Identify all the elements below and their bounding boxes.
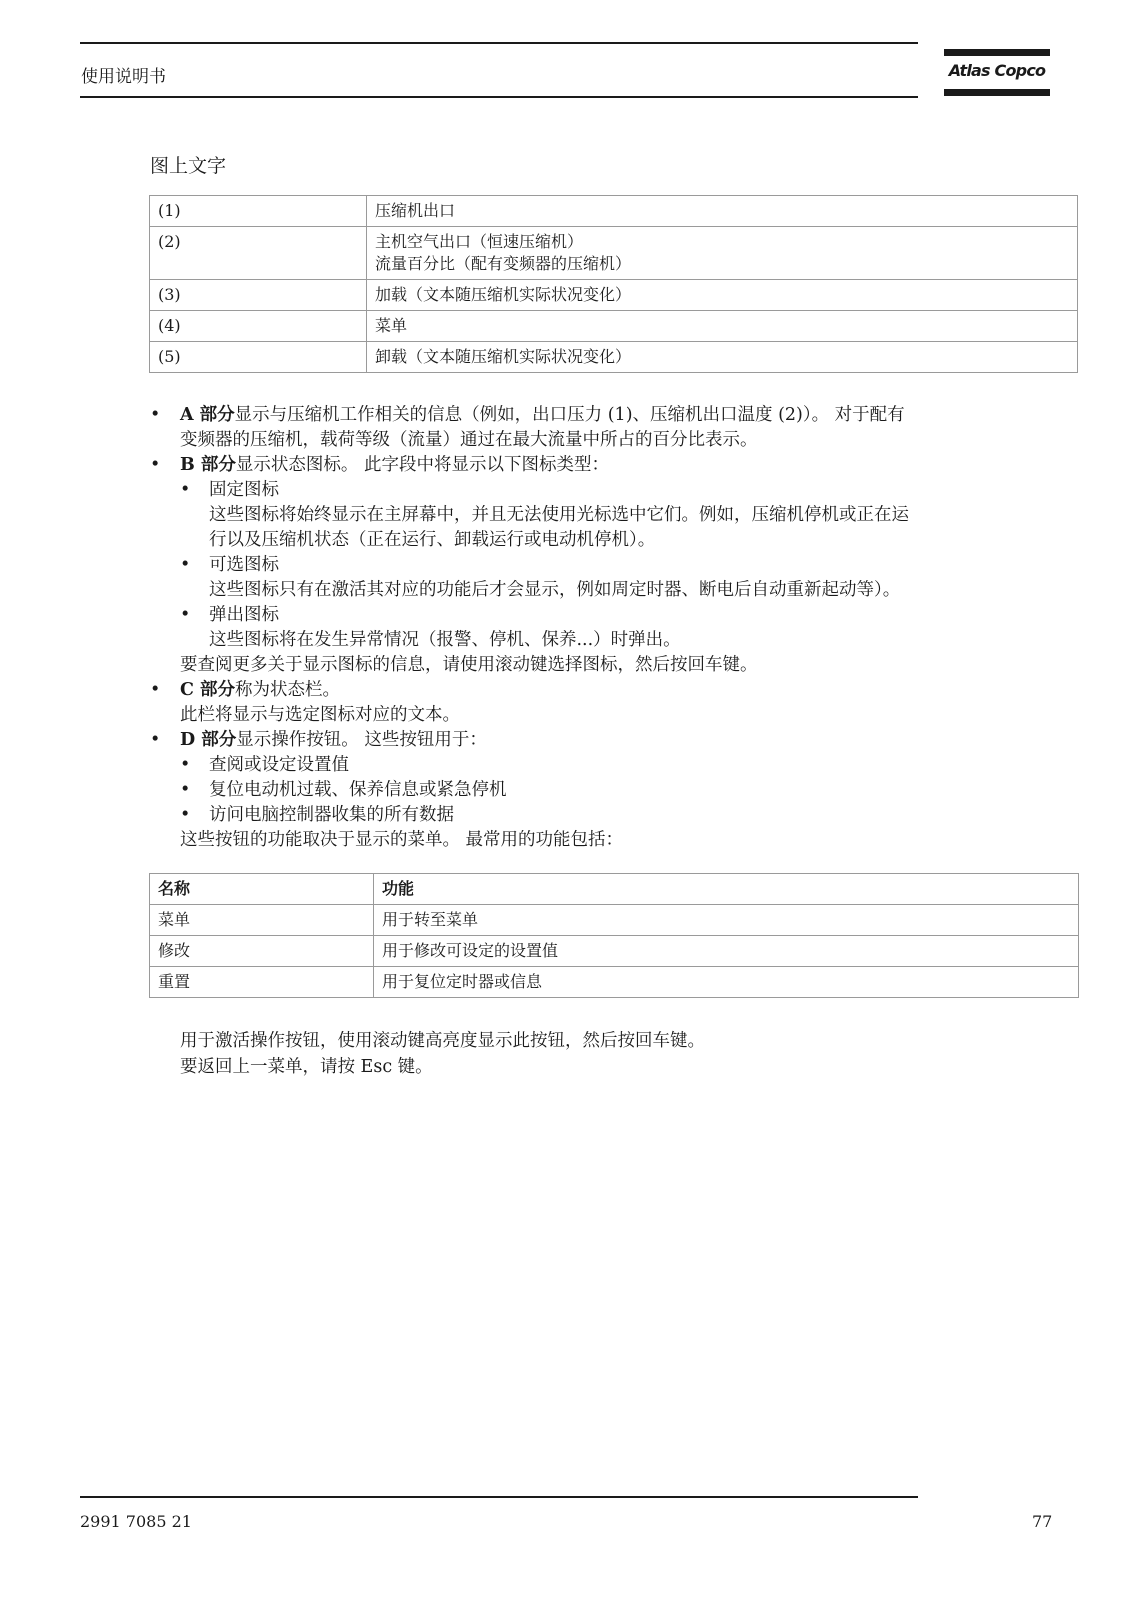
- table-row: [150, 967, 1079, 998]
- section-d-item-text: 查阅或设定设置值: [209, 755, 349, 775]
- atlas-copco-logo: [944, 49, 1050, 99]
- legend-row: [150, 196, 1078, 227]
- section-d-line: [150, 728, 1080, 753]
- legend-key: (1): [150, 196, 367, 227]
- section-a-text: 显示与压缩机工作相关的信息（例如，出口压力 (1)、压缩机出口温度 (2)）。 对于配有: [234, 405, 905, 425]
- function-desc: 用于转至菜单: [374, 905, 1079, 936]
- legend-key: (4): [150, 311, 367, 342]
- legend-key: (2): [150, 227, 367, 280]
- header-top-rule: [80, 42, 918, 44]
- bullet: •: [150, 455, 161, 475]
- logo-top-bar: [944, 49, 1050, 56]
- closing-line-1: 用于激活操作按钮，使用滚动键高亮度显示此按钮，然后按回车键。: [180, 1031, 705, 1051]
- function-desc: 用于修改可设定的设置值: [374, 936, 1079, 967]
- legend-table: [149, 195, 1078, 373]
- legend-desc-line: 流量百分比（配有变频器的压缩机）: [375, 254, 632, 273]
- fixed-icons-text-2: 行以及压缩机状态（正在运行、卸载运行或电动机停机）。: [209, 530, 656, 550]
- popup-icons-title: [150, 603, 1080, 628]
- legend-desc: 卸载（文本随压缩机实际状况变化）: [367, 342, 1078, 373]
- fixed-icons-title: [150, 478, 1080, 503]
- page-number: 77: [1032, 1512, 1053, 1531]
- section-b-line: [150, 453, 1080, 478]
- bullet: •: [180, 480, 191, 500]
- legend-desc-line: 主机空气出口（恒速压缩机）: [375, 232, 584, 251]
- function-desc: 用于复位定时器或信息: [374, 967, 1079, 998]
- section-a-label: A 部分: [180, 405, 235, 425]
- section-c-label: C 部分: [180, 680, 236, 700]
- section-d-item: [150, 753, 1080, 778]
- logo-bottom-bar: [944, 89, 1050, 96]
- legend-desc: 加载（文本随压缩机实际状况变化）: [367, 280, 1078, 311]
- optional-icons-title: [150, 553, 1080, 578]
- legend-row: [150, 227, 1078, 280]
- legend-desc: 菜单: [367, 311, 1078, 342]
- section-a-line: [150, 403, 1080, 428]
- section-d-item-text: 访问电脑控制器收集的所有数据: [209, 805, 454, 825]
- logo-text: Atlas Copco: [948, 61, 1046, 80]
- legend-key: (3): [150, 280, 367, 311]
- header-title: 使用说明书: [81, 67, 166, 87]
- section-d-text: 显示操作按钮。 这些按钮用于：: [236, 730, 487, 750]
- legend-row: [150, 311, 1078, 342]
- optional-icons-text: 这些图标只有在激活其对应的功能后才会显示，例如周定时器、断电后自动重新起动等）。: [209, 580, 901, 600]
- section-d-item: [150, 778, 1080, 803]
- legend-key: (5): [150, 342, 367, 373]
- section-b-text: 显示状态图标。 此字段中将显示以下图标类型：: [235, 455, 609, 475]
- section-d-label: D 部分: [180, 730, 237, 750]
- header-bottom-rule: [80, 96, 918, 98]
- column-header-function: 功能: [374, 874, 1079, 905]
- optional-icons-label: 可选图标: [209, 555, 279, 575]
- function-table: [149, 873, 1079, 998]
- function-name: 修改: [150, 936, 374, 967]
- section-heading: 图上文字: [150, 155, 227, 177]
- legend-row: [150, 280, 1078, 311]
- bullet: •: [150, 405, 161, 425]
- section-c-text: 称为状态栏。: [235, 680, 341, 700]
- section-d-item-text: 复位电动机过载、保养信息或紧急停机: [209, 780, 507, 800]
- popup-icons-label: 弹出图标: [209, 605, 279, 625]
- bullet: •: [180, 805, 191, 825]
- fixed-icons-label: 固定图标: [209, 480, 279, 500]
- bullet: •: [180, 780, 191, 800]
- column-header-name: 名称: [150, 874, 374, 905]
- section-a-line-2: 变频器的压缩机，载荷等级（流量）通过在最大流量中所占的百分比表示。: [180, 430, 758, 450]
- function-table-header: [150, 874, 1079, 905]
- section-b-more: 要查阅更多关于显示图标的信息，请使用滚动键选择图标，然后按回车键。: [180, 655, 758, 675]
- function-name: 重置: [150, 967, 374, 998]
- legend-desc: 压缩机出口: [367, 196, 1078, 227]
- section-c-more: 此栏将显示与选定图标对应的文本。: [180, 705, 460, 725]
- bullet: •: [150, 680, 161, 700]
- bullet: •: [180, 755, 191, 775]
- section-c-line: [150, 678, 1080, 703]
- section-d-more: 这些按钮的功能取决于显示的菜单。 最常用的功能包括：: [180, 830, 624, 850]
- closing-text: [180, 1028, 705, 1080]
- table-row: [150, 905, 1079, 936]
- popup-icons-text: 这些图标将在发生异常情况（报警、停机、保养...）时弹出。: [209, 630, 681, 650]
- body-text: [150, 403, 1080, 853]
- function-name: 菜单: [150, 905, 374, 936]
- table-row: [150, 936, 1079, 967]
- footer-rule: [80, 1496, 918, 1498]
- document-number: 2991 7085 21: [80, 1512, 192, 1531]
- fixed-icons-text-1: 这些图标将始终显示在主屏幕中，并且无法使用光标选中它们。例如，压缩机停机或正在运: [209, 505, 909, 525]
- section-b-label: B 部分: [180, 455, 236, 475]
- legend-desc: [367, 227, 1078, 280]
- bullet: •: [180, 555, 191, 575]
- closing-line-2: 要返回上一菜单，请按 Esc 键。: [180, 1057, 433, 1077]
- bullet: •: [150, 730, 161, 750]
- legend-row: [150, 342, 1078, 373]
- section-d-item: [150, 803, 1080, 828]
- bullet: •: [180, 605, 191, 625]
